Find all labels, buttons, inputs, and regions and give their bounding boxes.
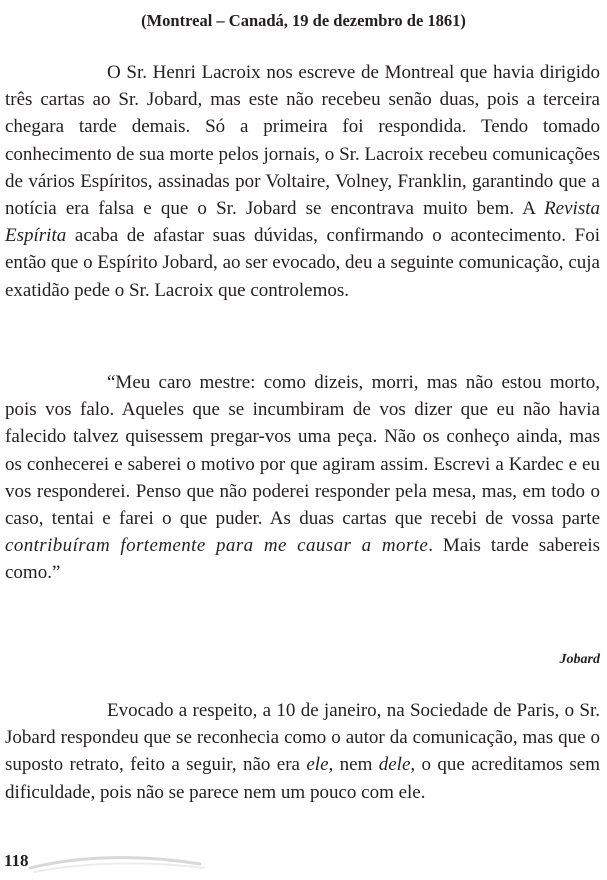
paragraph-communication-text-2: . Mais tarde sabereis como.” [5,535,600,584]
paragraph-evocation-text-3: , o que acreditamos sem dificuldade, pois não se parece nem um pouco com ele. [5,754,600,803]
paragraph-evocation-text-1: Evocado a respeito, a 10 de janeiro, na Sociedade de Paris, o Sr. Jobard respondeu que se reconhecia como o autor da comunicação, mas que o suposto retrato, feito a seguir, não era [5,700,600,776]
signature: Jobard [559,652,600,667]
page-number-swoosh-ornament [28,846,208,876]
paragraph-communication [5,369,600,587]
paragraph-intro [5,59,600,304]
paragraph-evocation-text-2: , nem [328,754,379,776]
paragraph-evocation [5,697,600,806]
emphasis-dele: dele [378,754,411,776]
emphasis-ele: ele [306,754,329,776]
journal-title: Revista Espírita [5,198,600,247]
emphasized-phrase: contribuíram fortemente para me causar a morte [5,535,429,557]
section-header: (Montreal – Canadá, 19 de dezembro de 1861) [141,11,466,30]
page-number: 118 [4,851,29,870]
paragraph-intro-text-1: O Sr. Henri Lacroix nos escreve de Montreal que havia dirigido três cartas ao Sr. Jobard, mas este não recebeu senão duas, pois a terceira chegara tarde demais. Só a primeira foi respondida. Tendo tomado conhecimento de sua morte pelos jornais, o Sr. Lacroix recebeu comunicações de vários Espíritos, assinadas por Voltaire, Volney, Franklin, garantindo que a notícia era falsa e que o Sr. Jobard se encontrava muito bem. A [5,62,600,220]
paragraph-intro-text-2: acaba de afastar suas dúvidas, confirmando o acontecimento. Foi então que o Espírito Jobard, ao ser evocado, deu a seguinte comunicação, cuja exatidão pede o Sr. Lacroix que controlemos. [5,225,600,301]
paragraph-communication-text-1: “Meu caro mestre: como dizeis, morri, mas não estou morto, pois vos falo. Aqueles que se incumbiram de vos dizer que eu não havia falecido talvez quisessem pregar-vos uma peça. Não os conheço ainda, mas os conhecerei e saberei o motivo por que agiram assim. Escrevi a Kardec e eu vos responderei. Penso que não poderei responder pela mesa, mas, em todo o caso, tentai e farei o que puder. As duas cartas que recebi de vossa parte [5,372,600,530]
